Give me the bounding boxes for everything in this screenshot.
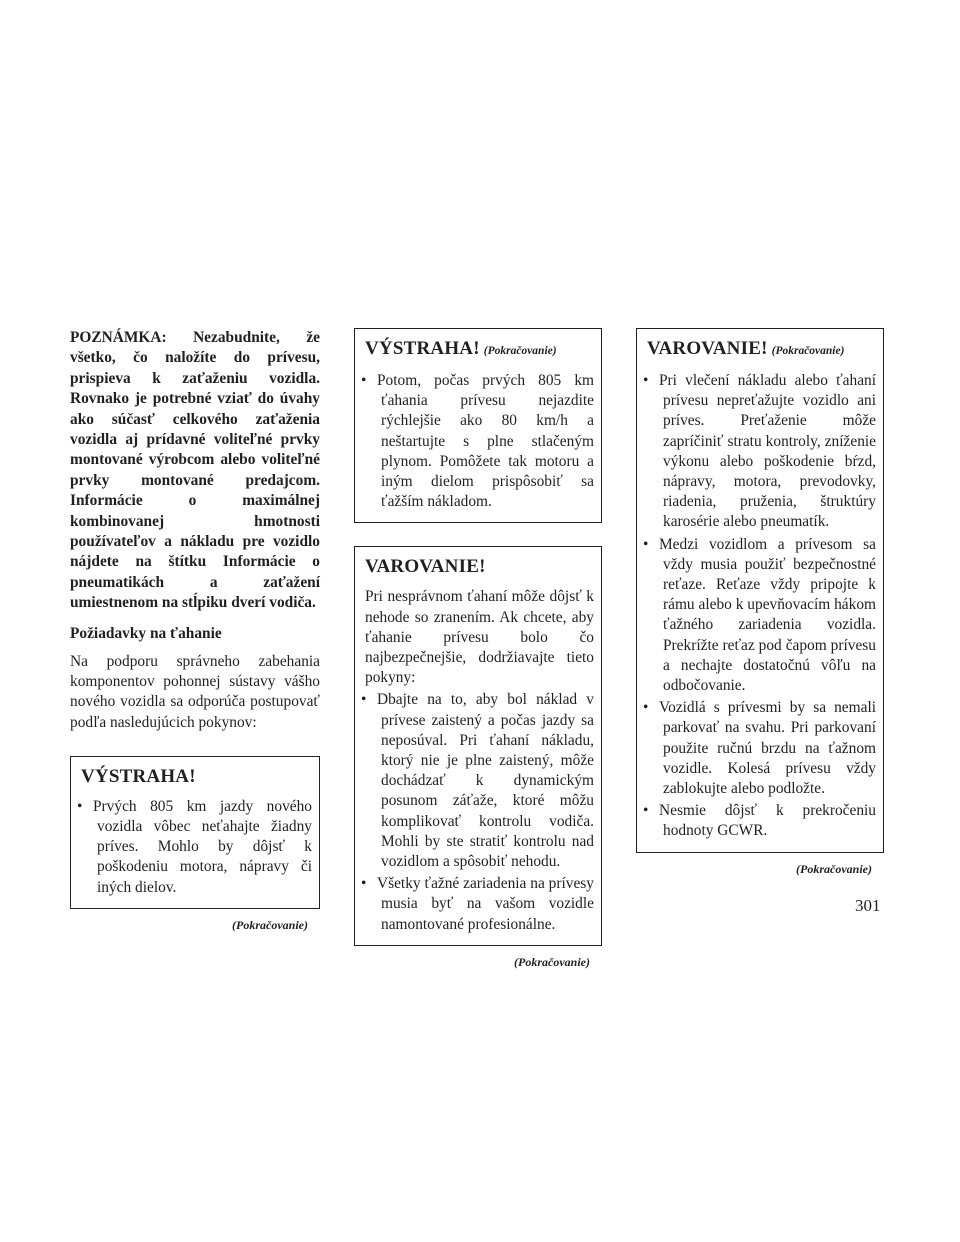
caution-list-item: • Všetky ťažné zariadenia na prívesy musia byť na vašom vozidle namontované profesionálne.: [365, 874, 594, 935]
caution-list: [647, 371, 876, 842]
caution-title-text: VAROVANIE!: [647, 338, 768, 359]
caution-box-title: [365, 555, 594, 579]
title-continued-label: (Pokračovanie): [771, 345, 845, 357]
continued-label: (Pokračovanie): [514, 954, 590, 969]
warning-list-item: • Prvých 805 km jazdy nového vozidla vôbec neťahajte žiadny príves. Mohlo by dôjsť k poškodeniu motora, nápravy či iných dielov.: [81, 797, 312, 898]
warning-box-continued: [354, 328, 602, 523]
continued-label: (Pokračovanie): [232, 917, 308, 932]
caution-title-text: VAROVANIE!: [365, 556, 486, 578]
title-continued-label: (Pokračovanie): [483, 345, 557, 357]
warning-box-title: [365, 337, 594, 363]
column-right: [636, 328, 884, 879]
column-middle: [354, 328, 602, 972]
warning-list: [365, 371, 594, 512]
caution-list: [365, 690, 594, 934]
continued-label: (Pokračovanie): [796, 861, 872, 876]
caution-list-item: • Vozidlá s prívesmi by sa nemali parkovať na svahu. Pri parkovaní použite ručnú brzdu na ťažnom vozidle. Kolesá prívesu vždy zablokujte alebo podložte.: [647, 698, 876, 799]
body-paragraph: Na podporu správneho zabehania komponentov pohonnej sústavy vášho nového vozidla sa odporúča postupovať podľa nasledujúcich pokynov:: [70, 652, 320, 731]
caution-list-item: • Medzi vozidlom a prívesom sa vždy musia použiť bezpečnostné reťaze. Reťaze vždy pripojte k rámu alebo k upevňovacím hákom ťažného zariadenia vozidla. Prekrížte reťaz pod čapom prívesu a nechajte dostatočnú vôľu na odbočovanie.: [647, 535, 876, 697]
caution-list-item: • Nesmie dôjsť k prekročeniu hodnoty GCWR.: [647, 801, 876, 841]
section-subheading: Požiadavky na ťahanie: [70, 624, 222, 642]
caution-list-item: • Pri vlečení nákladu alebo ťahaní prívesu nepreťažujte vozidlo ani príves. Preťaženie môže zapríčiniť stratu kontroly, zníženie výkonu alebo poškodenie bŕzd, nápravy, motora, prevodovky, riadenia, pruženia, štruktúry karosérie alebo pneumatík.: [647, 371, 876, 533]
caution-box-title: [647, 337, 876, 363]
warning-list: [81, 797, 312, 898]
caution-box-continued: [636, 328, 884, 853]
caution-box: [354, 546, 602, 945]
caution-intro: Pri nesprávnom ťahaní môže dôjsť k nehode so zranením. Ak chcete, aby ťahanie prívesu bolo čo najbezpečnejšie, dodržiavajte tieto pokyny:: [365, 588, 594, 687]
warning-title-text: VÝSTRAHA!: [365, 338, 480, 359]
caution-list-item: • Dbajte na to, aby bol náklad v prívese zaistený a počas jazdy sa neposúval. Pri ťahaní nákladu, ktorý nie je plne zaistený, môže dochádzať k dynamickým posunom záťaže, ktoré môžu komplikovať kontrolu vodiča. Mohli by ste stratiť kontrolu nad vozidlom a spôsobiť nehodu.: [365, 690, 594, 872]
warning-box: [70, 756, 320, 909]
column-left: [70, 328, 320, 935]
note-paragraph: POZNÁMKA: Nezabudnite, že všetko, čo naložíte do prívesu, prispieva k zaťaženiu vozidla. Rovnako je potrebné vziať do úvahy ako súčasť celkového zaťaženia vozidla aj prídavné voliteľné prvky montované výrobcom alebo voliteľné prvky montované predajcom. Informácie o maximálnej kombinovanej hmotnosti používateľov a nákladu pre vozidlo nájdete na štítku Informácie o pneumatikách a zaťažení umiestnenom na stĺpiku dverí vodiča.: [70, 329, 320, 612]
warning-list-item: • Potom, počas prvých 805 km ťahania prívesu nejazdite rýchlejšie ako 80 km/h a neštartujte s plne stlačeným plynom. Pomôžete tak motoru a iným dielom prispôsobiť sa ťažším nákladom.: [365, 371, 594, 512]
warning-box-title: [81, 765, 312, 789]
page-number: 301: [855, 896, 881, 915]
warning-title-text: VÝSTRAHA!: [81, 765, 196, 787]
